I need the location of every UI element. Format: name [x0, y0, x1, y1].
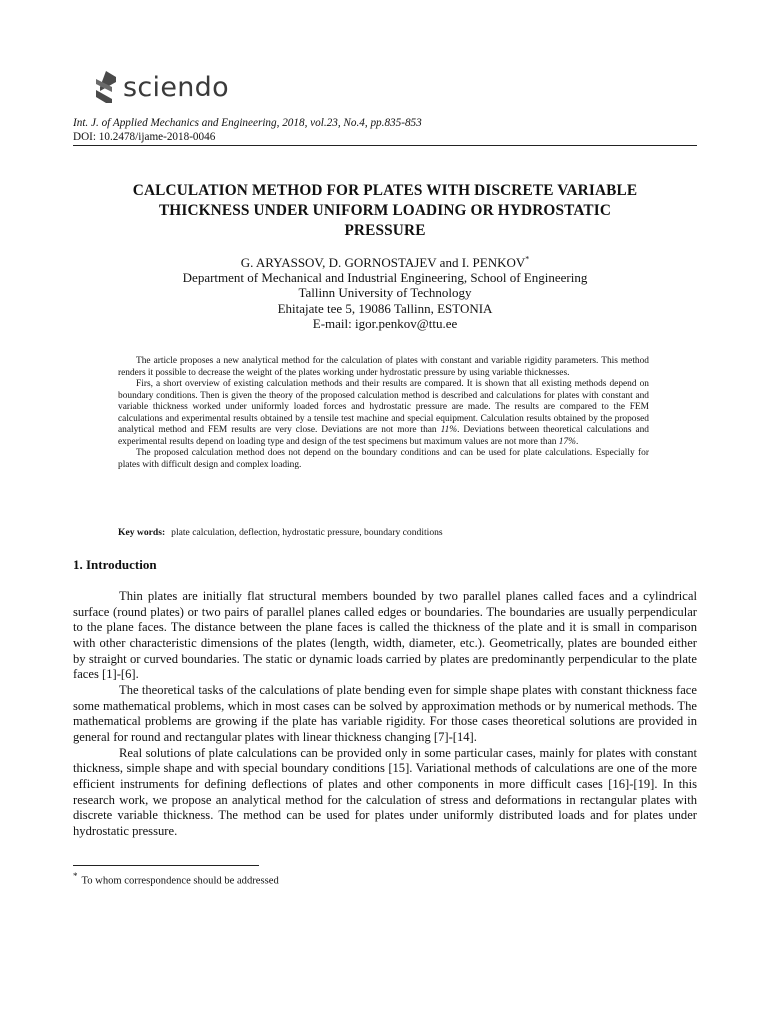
abstract-emphasis: 17% — [558, 436, 576, 447]
title-line: CALCULATION METHOD FOR PLATES WITH DISCRETE VARIABLE — [132, 182, 638, 199]
journal-citation: Int. J. of Applied Mechanics and Engineering, 2018, vol.23, No.4, pp.835-853 — [73, 117, 422, 129]
title-line: PRESSURE — [344, 222, 426, 239]
abstract-paragraph — [118, 379, 649, 448]
abstract-paragraph: The article proposes a new analytical method for the calculation of plates with constant and variable rigidity parameters. This method renders it possible to decrease the weight of the plates working under hydrostatic pressure by using variable thicknesses. — [118, 356, 649, 378]
paper-title — [73, 181, 697, 241]
body-paragraph: Thin plates are initially flat structural members bounded by two parallel planes called faces and a cylindrical surface (round plates) or two pairs of parallel planes called edges or boundaries. The boundaries are usually perpendicular to the plane faces. The distance between the plane faces is called the thickness of the plate and it is small in comparison with other characteristic dimensions of the plates (length, width, diameter, etc.). Geometrically, plates are bounded either by straight or curved boundaries. The static or dynamic loads carried by plates are predominantly perpendicular to the plate faces [1]-[6]. — [73, 589, 697, 682]
abstract — [118, 356, 649, 471]
corresponding-mark: * — [525, 254, 530, 264]
abstract-text: Firs, a short overview of existing calculation methods and their results are compared. It is shown that all existing methods depend on boundary conditions. Then is given the theory of the proposed calculation method is described and calculations for plates with constant and variable thickness worked under uniformly loaded forces and hydrostatic pressure are made. The results are compared to the FEM calculations and experimental results obtained by a tensile test machine and special equipment. Calculation results obtained by the proposed analytical method and FEM results are very close. Deviations are not more than — [118, 379, 649, 436]
abstract-paragraph: The proposed calculation method does not depend on the boundary conditions and can be used for plate calculations. Especially for plates with difficult design and complex loading. — [118, 448, 649, 470]
header-rule — [73, 145, 697, 146]
footnote-mark: * — [73, 871, 78, 881]
body-paragraph: The theoretical tasks of the calculations of plate bending even for simple shape plates with constant thickness face some mathematical problems, which in most cases can be solved by approximation methods or by numerical methods. The mathematical problems are growing if the plate has variable rigidity. For those cases theoretical solutions are provided in general for round and rectangular plates with linear thickness changing [7]-[14]. — [73, 682, 697, 744]
body-text — [73, 589, 697, 840]
title-line: THICKNESS UNDER UNIFORM LOADING OR HYDROSTATIC — [158, 202, 612, 219]
address: Ehitajate tee 5, 19086 Tallinn, ESTONIA — [277, 300, 493, 316]
sciendo-s-icon — [94, 70, 118, 104]
footnote-text: To whom correspondence should be addressed — [81, 875, 279, 887]
section-heading: 1. Introduction — [73, 557, 157, 572]
footnote-rule — [73, 865, 259, 866]
author-names-text: G. ARYASSOV, D. GORNOSTAJEV and I. PENKOV — [240, 255, 526, 270]
department: Department of Mechanical and Industrial Engineering, School of Engineering — [182, 270, 588, 286]
abstract-emphasis: 11% — [440, 425, 458, 436]
doi: DOI: 10.2478/ijame-2018-0046 — [73, 131, 216, 143]
university: Tallinn University of Technology — [298, 285, 472, 301]
email: E-mail: igor.penkov@ttu.ee — [312, 315, 458, 331]
author-block — [73, 255, 697, 331]
keywords-value: plate calculation, deflection, hydrostatic pressure, boundary conditions — [171, 527, 443, 538]
logo-text: sciendo — [123, 71, 229, 103]
footnote — [73, 869, 279, 889]
abstract-text: . — [575, 436, 579, 447]
keywords-label: Key words: — [118, 527, 166, 538]
keywords — [118, 527, 649, 539]
body-paragraph: Real solutions of plate calculations can be provided only in some particular cases, mainly for plates with constant thickness, simple shape and with special boundary conditions [15]. Variational methods of calculations are one of the more efficient instruments for defining deflections of plates and other components in more difficult cases [16]-[19]. In this research work, we propose an analytical method for the calculation of stress and deformations in rectangular plates with discrete variable thickness. The method can be used for plates under uniformly distributed loads and for plates under hydrostatic pressure. — [73, 745, 697, 838]
abstract-text: . Deviations between theoretical calculations and experimental results depend on loading type and design of the test specimens but maximum values are not more than — [118, 425, 649, 447]
author-names — [73, 255, 697, 270]
publisher-logo — [94, 70, 229, 104]
journal-info — [73, 116, 701, 144]
